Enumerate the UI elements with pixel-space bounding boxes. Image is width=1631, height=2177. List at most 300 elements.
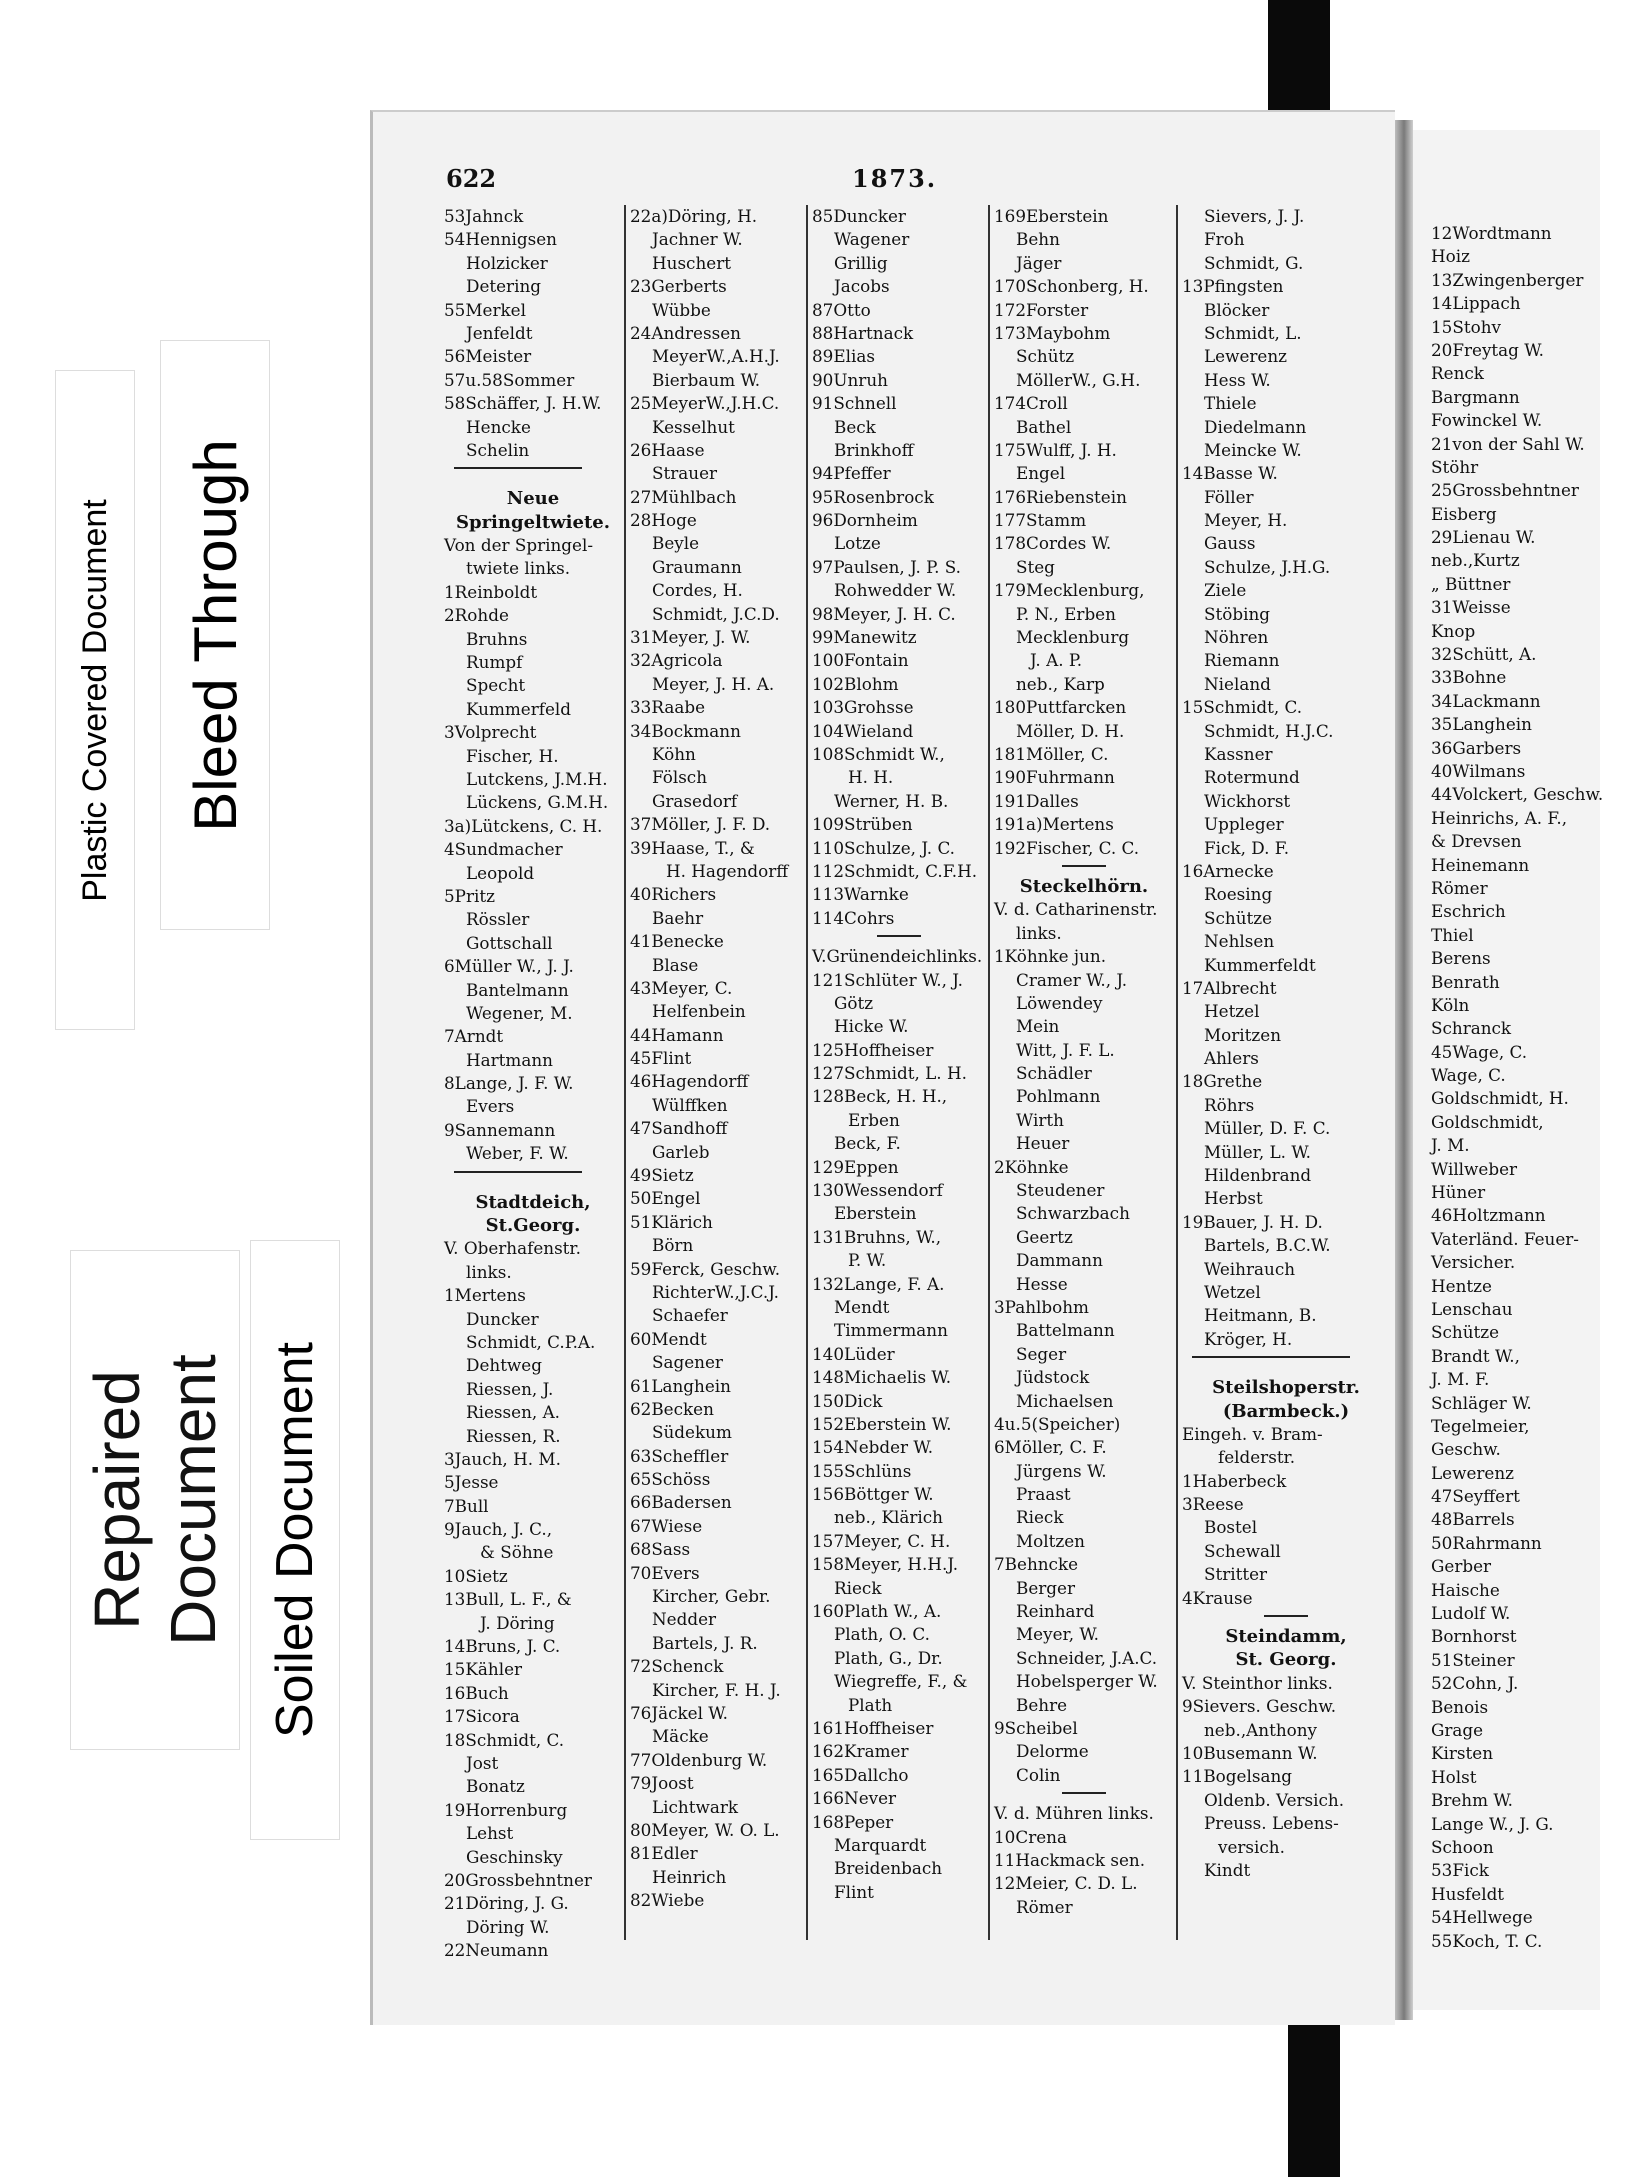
directory-entry: 76Jäckel W. [630, 1703, 728, 1723]
next-page-entry: 25Grossbehntner [1431, 480, 1579, 501]
directory-entry: Hartmann [466, 1049, 553, 1070]
directory-entry: 62Becken [630, 1398, 714, 1419]
directory-entry: Südekum [652, 1422, 732, 1443]
directory-entry: Wickhorst [1204, 790, 1291, 811]
directory-entry: Föller [1204, 486, 1254, 507]
next-page-entry: & Drevsen [1431, 831, 1522, 852]
directory-entry: 131Bruhns, W., [812, 1226, 942, 1247]
column-divider [624, 205, 626, 1940]
next-page-entry: Goldschmidt, H. [1431, 1088, 1569, 1109]
directory-entry: 161Hoffheiser [812, 1718, 934, 1738]
directory-entry: MöllerW., G.H. [1016, 369, 1141, 390]
directory-entry: 152Eberstein W. [812, 1413, 952, 1434]
directory-entry: P. N., Erben [1016, 603, 1116, 624]
directory-entry: Dammann [1016, 1250, 1103, 1271]
directory-entry: & Söhne [480, 1542, 554, 1563]
directory-entry: 8Lange, J. F. W. [444, 1073, 574, 1094]
next-page-entry: Goldschmidt, [1431, 1111, 1544, 1132]
directory-entry: Müller, L. W. [1204, 1141, 1311, 1162]
directory-entry: Battelmann [1016, 1320, 1115, 1341]
directory-entry: Nöhren [1204, 627, 1269, 648]
directory-entry: 58Schäffer, J. H.W. [444, 393, 602, 414]
directory-entry: Kummerfeld [466, 698, 572, 719]
plastic-covered-text: Plastic Covered Document [75, 498, 114, 902]
directory-entry: 158Meyer, H.H.J. [812, 1554, 959, 1575]
directory-entry: Meyer, W. [1016, 1624, 1100, 1645]
repaired-document-stack [79, 1354, 231, 1646]
directory-entry: Behn [1016, 229, 1060, 250]
directory-entry: 178Cordes W. [994, 533, 1112, 554]
directory-entry: Riessen, J. [466, 1378, 554, 1399]
directory-entry: Huschert [652, 252, 731, 273]
directory-entry: Mendt [834, 1296, 890, 1317]
directory-entry: 9Sannemann [444, 1119, 556, 1140]
directory-entry: 169Eberstein [994, 206, 1109, 226]
directory-entry: 98Meyer, J. H. C. [812, 603, 956, 624]
next-page-entry: Hüner [1431, 1182, 1486, 1203]
directory-entry: 180Puttfarcken [994, 697, 1127, 718]
directory-entry: Kircher, Gebr. [652, 1586, 771, 1607]
directory-entry: 89Elias [812, 346, 875, 367]
directory-entry: 46Hagendorff [630, 1071, 749, 1092]
directory-entry: neb., Karp [1016, 673, 1105, 694]
directory-entry: 170Schonberg, H. [994, 276, 1149, 297]
directory-entry: 91Schnell [812, 393, 897, 414]
directory-entry: Hicke W. [834, 1016, 909, 1037]
directory-entry: 156Böttger W. [812, 1484, 934, 1505]
next-page-entry: Vaterländ. Feuer- [1431, 1228, 1579, 1249]
directory-entry: Eingeh. v. Bram- [1182, 1423, 1323, 1444]
directory-entry: V. d. Mühren links. [994, 1803, 1154, 1824]
directory-entry: Riessen, A. [466, 1402, 561, 1423]
directory-entry: Wagener [834, 229, 910, 250]
next-page-entry: Eisberg [1431, 503, 1497, 524]
next-page-fragment [1413, 130, 1604, 2010]
repaired-document-label [70, 1250, 240, 1750]
directory-entry: 7Bull [444, 1495, 489, 1516]
directory-entry: Schelin [466, 439, 530, 460]
directory-entry: J. A. P. [1030, 650, 1083, 671]
next-page-entry: 46Holtzmann [1431, 1205, 1546, 1226]
directory-entry: 168Peper [812, 1811, 894, 1832]
directory-entry: Schütze [1204, 907, 1273, 928]
directory-entry: 68Sass [630, 1539, 691, 1560]
directory-entry: Behre [1016, 1694, 1068, 1715]
directory-entry: Hesse [1016, 1273, 1068, 1294]
directory-entry: Schneider, J.A.C. [1016, 1647, 1158, 1668]
directory-entry: V. d. Catharinenstr. [994, 899, 1158, 920]
directory-entry: Baehr [652, 907, 704, 928]
directory-entry: Berger [1016, 1577, 1075, 1598]
directory-entry: Schmidt, G. [1204, 252, 1304, 273]
directory-entry: 179Mecklenburg, [994, 580, 1145, 601]
street-heading: Steindamm, [1225, 1626, 1347, 1648]
directory-entry: Marquardt [834, 1834, 927, 1855]
next-page-entry: Lewerenz [1431, 1462, 1514, 1483]
directory-entry: Bostel [1204, 1517, 1258, 1538]
directory-entry: 72Schenck [630, 1656, 724, 1677]
directory-entry: Stritter [1204, 1564, 1268, 1585]
directory-entry: 172Forster [994, 299, 1089, 320]
directory-entry: 191Dalles [994, 790, 1079, 811]
directory-entry: Schmidt, H.J.C. [1204, 720, 1334, 741]
next-page-entry: Haische [1431, 1579, 1500, 1600]
directory-entry: Schwarzbach [1016, 1203, 1130, 1224]
directory-entry: Cordes, H. [652, 580, 743, 601]
directory-entry: Beyle [652, 533, 700, 554]
directory-entry: Fölsch [652, 767, 708, 788]
next-page-entry: 29Lienau W. [1431, 527, 1536, 548]
next-page-entry: Benrath [1431, 971, 1500, 992]
next-page-entry: Brandt W., [1431, 1345, 1520, 1366]
directory-entry: J. Döring [480, 1612, 555, 1633]
directory-entry: Rohwedder W. [834, 580, 957, 601]
directory-entry: 54Hennigsen [444, 229, 557, 250]
directory-entry: 17Sicora [444, 1706, 520, 1727]
soiled-document-label [250, 1240, 340, 1840]
directory-entry: Weber, F. W. [466, 1143, 569, 1164]
directory-entry: 3Volprecht [444, 722, 537, 743]
directory-entry: 150Dick [812, 1390, 883, 1411]
directory-entry: Jäger [1016, 252, 1062, 273]
directory-entry: MeyerW.,A.H.J. [652, 346, 780, 367]
directory-entry: 103Grohsse [812, 697, 914, 718]
directory-entry: Kesselhut [652, 416, 735, 437]
directory-entry: Beck [834, 416, 876, 437]
next-page-entry: Berens [1431, 948, 1491, 969]
directory-entry: 1Reinboldt [444, 581, 538, 602]
directory-entry: Plath, G., Dr. [834, 1647, 943, 1668]
directory-entry: Nieland [1204, 673, 1271, 694]
directory-entry: Evers [466, 1096, 515, 1117]
directory-entry: 41Benecke [630, 931, 724, 952]
directory-entry: Ahlers [1204, 1048, 1259, 1069]
directory-entry: Rieck [834, 1577, 882, 1598]
directory-entry: 16Arnecke [1182, 860, 1274, 881]
directory-entry: Diedelmann [1204, 416, 1307, 437]
directory-entry: Werner, H. B. [834, 790, 949, 811]
section-divider [994, 865, 1174, 875]
bleed-through-label [160, 340, 270, 930]
directory-entry: 49Sietz [630, 1165, 694, 1186]
page-number: 622 [446, 164, 497, 193]
directory-entry: 132Lange, F. A. [812, 1273, 945, 1294]
directory-entry: links. [466, 1261, 512, 1282]
next-page-entry: Heinemann [1431, 854, 1530, 875]
next-page-entry: Hoiz [1431, 246, 1470, 267]
directory-entry: 181Möller, C. [994, 743, 1109, 764]
next-page-entry: 12Wordtmann [1431, 223, 1552, 243]
directory-entry: Dehtweg [466, 1355, 542, 1376]
directory-entry: Cramer W., J. [1016, 969, 1128, 990]
street-heading: Springeltwiete. [455, 511, 610, 533]
street-heading: Steckelhörn. [1019, 875, 1149, 897]
column-divider [806, 205, 808, 1940]
directory-entry: Schmidt, J.C.D. [652, 603, 780, 624]
next-page-entry: 53Fick [1431, 1860, 1489, 1881]
directory-entry: Delorme [1016, 1741, 1089, 1762]
directory-entry: 81Edler [630, 1843, 698, 1864]
directory-entry: Hetzel [1204, 1001, 1260, 1022]
street-heading: (Barmbeck.) [1222, 1400, 1350, 1422]
directory-entry: Mein [1016, 1016, 1060, 1037]
next-page-column [1431, 222, 1631, 1962]
bleed-through-text: Bleed Through [181, 438, 249, 832]
directory-entry: Rotermund [1204, 767, 1300, 788]
directory-entry: 80Meyer, W. O. L. [630, 1819, 780, 1840]
directory-entry: Börn [652, 1235, 694, 1256]
directory-entry: Röhrs [1204, 1094, 1255, 1115]
directory-entry: Herbst [1204, 1188, 1263, 1209]
directory-entry: Schulze, J.H.G. [1204, 556, 1331, 577]
directory-entry: 2Rohde [444, 605, 509, 626]
directory-entry: Leopold [466, 862, 535, 883]
directory-entry: 5Pritz [444, 885, 495, 906]
directory-entry: 67Wiese [630, 1515, 703, 1536]
directory-entry: 23Gerberts [630, 276, 727, 297]
directory-entry: Weihrauch [1204, 1258, 1296, 1279]
directory-entry: 50Engel [630, 1188, 701, 1209]
column-divider [988, 205, 990, 1940]
directory-entry: Mäcke [652, 1726, 709, 1747]
next-page-entry: Römer [1431, 877, 1488, 898]
directory-entry: 53Jahnck [444, 206, 524, 226]
directory-entry: Reinhard [1016, 1601, 1095, 1622]
directory-entry: Bantelmann [466, 979, 569, 1000]
directory-entry: Helfenbein [652, 1001, 746, 1022]
directory-entry: 125Hoffheiser [812, 1039, 934, 1060]
directory-entry: 6Müller W., J. J. [444, 956, 574, 977]
directory-entry: Detering [466, 276, 541, 297]
street-heading: St. Georg. [1235, 1649, 1337, 1671]
directory-entry: V. Steinthor links. [1182, 1672, 1333, 1693]
next-page-entry: Eschrich [1431, 901, 1506, 922]
directory-entry: Graumann [652, 556, 742, 577]
directory-entry: 31Meyer, J. W. [630, 627, 751, 648]
directory-entry: 3a)Lütckens, C. H. [444, 815, 603, 836]
next-page-entry: 36Garbers [1431, 737, 1522, 758]
directory-entry: Blase [652, 954, 699, 975]
directory-entry: Nehlsen [1204, 931, 1275, 952]
directory-entry: 7Behncke [994, 1554, 1079, 1575]
directory-entry: 55Merkel [444, 299, 526, 320]
directory-entry: Götz [834, 992, 874, 1013]
directory-entry: 110Schulze, J. C. [812, 837, 956, 858]
directory-entry: 6Möller, C. F. [994, 1437, 1107, 1458]
directory-entry: 33Raabe [630, 697, 706, 718]
directory-entry: 102Blohm [812, 673, 899, 694]
directory-entry: 128Beck, H. H., [812, 1086, 948, 1107]
directory-entry: Müller, D. F. C. [1204, 1118, 1331, 1139]
directory-entry: 20Grossbehntner [444, 1869, 592, 1890]
directory-entry: Kindt [1204, 1859, 1251, 1880]
next-page-entry: Grage [1431, 1720, 1484, 1740]
directory-entry: Steg [1016, 556, 1055, 577]
directory-entry: Schmidt, C.P.A. [466, 1331, 596, 1352]
directory-entry: 82Wiebe [630, 1890, 705, 1911]
directory-entry: 10Sietz [444, 1565, 508, 1586]
directory-entry: Flint [834, 1881, 874, 1902]
next-page-entry: 47Seyffert [1431, 1486, 1520, 1507]
directory-entry: 109Strüben [812, 814, 913, 835]
plastic-covered-label [55, 370, 135, 1030]
directory-entry: Nedder [652, 1609, 717, 1630]
column-divider [1176, 205, 1178, 1940]
directory-column-4 [994, 205, 1174, 1945]
next-page-entry: 55Koch, T. C. [1431, 1930, 1543, 1951]
directory-entry: 25MeyerW.,J.H.C. [630, 393, 780, 414]
section-divider [1192, 1356, 1350, 1370]
street-heading: Steilshoperstr. [1212, 1377, 1360, 1399]
directory-entry: Jacobs [834, 276, 890, 297]
next-page-entry: Brehm W. [1431, 1790, 1513, 1811]
directory-entry: P. W. [848, 1250, 887, 1271]
directory-entry: Wegener, M. [466, 1002, 573, 1023]
next-page-entry: Bargmann [1431, 386, 1520, 407]
directory-entry: Geschinsky [466, 1846, 563, 1867]
directory-entry: 10Busemann W. [1182, 1743, 1318, 1763]
directory-entry: 51Klärich [630, 1211, 713, 1232]
directory-entry: 16Buch [444, 1682, 509, 1703]
directory-entry: Bartels, J. R. [652, 1632, 758, 1653]
next-page-entry: Thiel [1431, 924, 1474, 945]
repaired-text: Repaired [81, 1370, 153, 1630]
next-page-entry: 13Zwingenberger [1431, 269, 1584, 290]
next-page-entry: Kirsten [1431, 1743, 1494, 1764]
directory-entry: 175Wulff, J. H. [994, 439, 1117, 460]
directory-entry: Duncker [466, 1308, 539, 1329]
directory-entry: Von der Springel- [444, 535, 593, 556]
next-page-entry: neb.,Kurtz [1431, 550, 1520, 571]
page-year: 1873. [852, 164, 938, 193]
directory-entry: Blöcker [1204, 299, 1270, 320]
directory-entry: 160Plath W., A. [812, 1601, 942, 1622]
directory-entry: Bierbaum W. [652, 369, 761, 390]
next-page-entry: Gerber [1431, 1556, 1492, 1577]
directory-entry: Grillig [834, 252, 888, 273]
directory-entry: 176Riebenstein [994, 486, 1127, 507]
directory-entry: 90Unruh [812, 369, 888, 390]
directory-entry: Lehst [466, 1823, 514, 1844]
directory-entry: Thiele [1204, 393, 1257, 414]
directory-entry: Schmidt, L. [1204, 322, 1302, 343]
directory-entry: 88Hartnack [812, 322, 914, 343]
directory-entry: 70Evers [630, 1562, 700, 1583]
next-page-entry: 14Lippach [1431, 293, 1521, 314]
next-page-entry: Schranck [1431, 1018, 1512, 1039]
section-divider [454, 1171, 582, 1185]
directory-entry: Hobelsperger W. [1016, 1671, 1158, 1692]
directory-entry: Gauss [1204, 533, 1256, 554]
directory-entry: 79Joost [630, 1773, 694, 1794]
directory-column-1 [444, 205, 622, 1961]
directory-entry: 3Reese [1182, 1494, 1244, 1515]
directory-entry: 154Nebder W. [812, 1437, 934, 1458]
next-page-entry: Bornhorst [1431, 1626, 1517, 1647]
directory-entry: Froh [1204, 229, 1245, 250]
directory-entry: Eberstein [834, 1203, 917, 1224]
directory-entry: Heitmann, B. [1204, 1305, 1317, 1326]
directory-entry: Moritzen [1204, 1024, 1281, 1045]
directory-entry: Ziele [1204, 580, 1247, 601]
directory-entry: 47Sandhoff [630, 1118, 728, 1139]
directory-entry: Geertz [1016, 1226, 1073, 1247]
directory-entry: 113Warnke [812, 884, 909, 905]
directory-entry: Mecklenburg [1016, 627, 1130, 648]
directory-entry: Hencke [466, 416, 531, 437]
next-page-entry: 34Lackmann [1431, 690, 1541, 711]
directory-entry: Wetzel [1204, 1281, 1261, 1302]
directory-entry: 63Scheffler [630, 1445, 729, 1466]
next-page-entry: Husfeldt [1431, 1883, 1505, 1904]
directory-entry: 32Agricola [630, 650, 723, 671]
directory-entry: Riessen, R. [466, 1425, 561, 1446]
directory-entry: Rumpf [466, 652, 523, 673]
next-page-entry: Willweber [1431, 1158, 1518, 1179]
directory-entry: Stöbing [1204, 603, 1271, 624]
directory-entry: Roesing [1204, 884, 1273, 905]
directory-entry: Fick, D. F. [1204, 837, 1290, 858]
directory-entry: 5Jesse [444, 1472, 499, 1493]
directory-entry: 1Mertens [444, 1285, 526, 1306]
directory-entry: 96Dornheim [812, 510, 918, 531]
directory-entry: Wirth [1016, 1109, 1064, 1130]
section-divider [454, 467, 582, 481]
directory-entry: 162Kramer [812, 1741, 909, 1762]
directory-entry: Kircher, F. H. J. [652, 1679, 781, 1700]
directory-entry: Hildenbrand [1204, 1165, 1312, 1186]
page-header [442, 160, 1002, 200]
directory-entry: 15Schmidt, C. [1182, 697, 1303, 718]
directory-entry: 77Oldenburg W. [630, 1749, 768, 1770]
next-page-entry: 50Rahrmann [1431, 1532, 1542, 1553]
directory-entry: Plath, O. C. [834, 1624, 930, 1645]
directory-entry: Lichtwark [652, 1796, 739, 1817]
directory-entry: 1Köhnke jun. [994, 946, 1107, 967]
next-page-entry: 48Barrels [1431, 1509, 1515, 1530]
directory-entry: Schaefer [652, 1305, 728, 1326]
document-text: Document [157, 1354, 229, 1646]
directory-entry: 99Manewitz [812, 627, 917, 648]
next-page-entry: 15Stohv [1431, 316, 1501, 337]
directory-entry: twiete links. [466, 558, 571, 579]
next-page-entry: J. M. F. [1431, 1369, 1490, 1390]
directory-entry: 108Schmidt W., [812, 743, 945, 764]
directory-entry: 24Andressen [630, 322, 741, 343]
directory-entry: Grasedorf [652, 790, 738, 811]
directory-entry: Kröger, H. [1204, 1328, 1293, 1349]
directory-entry: 3Jauch, H. M. [444, 1448, 561, 1469]
next-page-entry: Knop [1431, 620, 1476, 641]
directory-entry: Brinkhoff [834, 439, 914, 460]
directory-entry: Michaelsen [1016, 1390, 1114, 1411]
next-page-entry: J. M. [1431, 1135, 1470, 1156]
next-page-entry: Heinrichs, A. F., [1431, 807, 1568, 828]
next-page-entry: Ludolf W. [1431, 1603, 1511, 1624]
directory-entry: Döring W. [466, 1916, 550, 1937]
next-page-entry: 45Wage, C. [1431, 1041, 1528, 1062]
directory-entry: Jost [466, 1753, 499, 1773]
directory-entry: 148Michaelis W. [812, 1367, 952, 1388]
directory-entry: 56Meister [444, 346, 532, 367]
directory-entry: 18Grethe [1182, 1071, 1263, 1092]
directory-entry: Strauer [652, 463, 718, 484]
directory-entry: Lückens, G.M.H. [466, 792, 609, 813]
directory-entry: Holzicker [466, 252, 548, 273]
directory-entry: 18Schmidt, C. [444, 1729, 565, 1750]
directory-entry: 7Arndt [444, 1026, 504, 1047]
directory-entry: Löwendey [1016, 992, 1103, 1013]
